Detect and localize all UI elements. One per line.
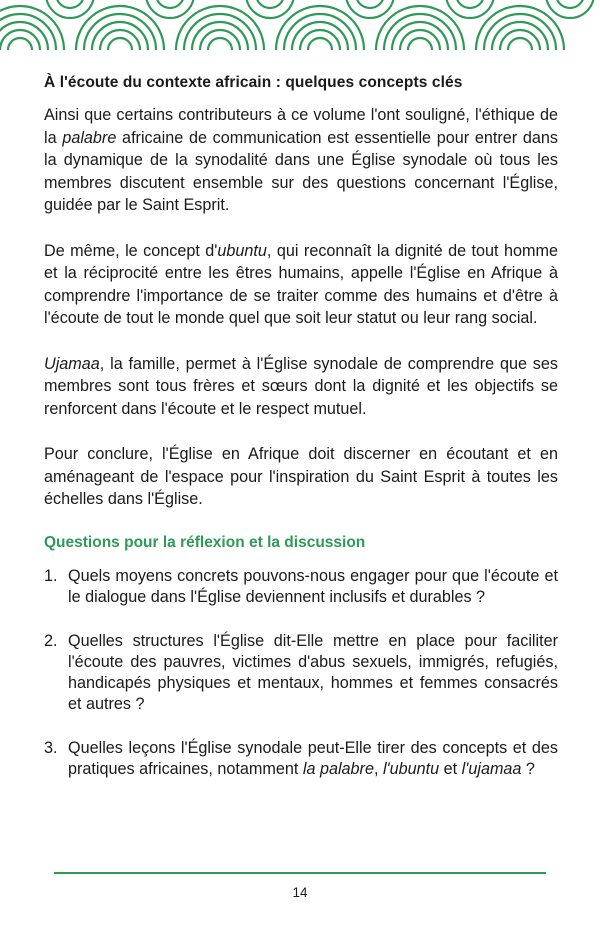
question-text-part: Quelles leçons l'Église synodale peut-Elle tirer des concepts et des pratiques africaines, notamment bbox=[68, 738, 558, 778]
question-number: 1. bbox=[44, 566, 58, 585]
page-content bbox=[44, 74, 558, 803]
paragraph-text: De même, le concept d' bbox=[44, 241, 218, 260]
paragraph-text: africaine de communication est essentielle pour entrer dans la dynamique de la synodalité dans une Église synodale où tous les membres discutent ensemble sur des questions concernant l'Église, guidée par le Saint Esprit. bbox=[44, 128, 558, 214]
question-italic-term: l'ubuntu bbox=[382, 759, 440, 778]
question-number: 3. bbox=[44, 738, 58, 757]
question-text bbox=[68, 738, 558, 780]
question-number: 2. bbox=[44, 631, 58, 650]
paragraph-italic-term: Ujamaa bbox=[44, 354, 100, 373]
concentric-arcs-pattern bbox=[0, 0, 600, 50]
questions-title: Questions pour la réflexion et la discussion bbox=[44, 533, 366, 551]
question-text: Quels moyens concrets pouvons-nous engager pour que l'écoute et le dialogue dans l'Église deviennent inclusifs et durables ? bbox=[68, 566, 558, 606]
paragraph-conclusion bbox=[44, 443, 558, 511]
page-number: 14 bbox=[292, 885, 308, 900]
questions-list bbox=[44, 566, 558, 780]
paragraph-palabre bbox=[44, 104, 558, 217]
section-title: À l'écoute du contexte africain : quelques concepts clés bbox=[44, 74, 463, 91]
paragraph-text: Pour conclure, l'Église en Afrique doit discerner en écoutant et en aménageant de l'espace pour l'inspiration du Saint Esprit à toutes les échelles dans l'Église. bbox=[44, 445, 558, 508]
question-italic-term: l'ujamaa bbox=[461, 759, 522, 778]
header-decoration bbox=[0, 0, 600, 50]
question-text-part: , bbox=[373, 759, 383, 778]
paragraph-italic-term: ubuntu bbox=[217, 241, 267, 260]
question-item bbox=[44, 738, 558, 780]
question-item bbox=[44, 631, 558, 715]
paragraph-ujamaa bbox=[44, 353, 558, 421]
paragraph-text: , qui reconnaît la dignité de tout homme et la réciprocité entre les êtres humains, appelle l'Église en Afrique à comprendre l'importance de se traiter comme des humains et d'être à l'écoute de tout le monde quel que soit leur statut ou leur rang social. bbox=[44, 241, 558, 327]
paragraph-text: Ainsi que certains contributeurs à ce volume l'ont souligné, l'éthique de la bbox=[44, 106, 558, 147]
paragraph-italic-term: palabre bbox=[62, 128, 117, 147]
question-item bbox=[44, 566, 558, 608]
question-italic-term: la palabre bbox=[302, 759, 374, 778]
paragraph-text: , la famille, permet à l'Église synodale de comprendre que ses membres sont tous frères et sœurs dont la dignité et les objectifs se renforcent dans l'écoute et le respect mutuel. bbox=[44, 354, 558, 418]
footer-divider bbox=[54, 872, 546, 874]
question-text-part: et bbox=[439, 759, 462, 778]
question-text-part: ? bbox=[521, 759, 535, 778]
question-text: Quelles structures l'Église dit-Elle mettre en place pour faciliter l'écoute des pauvres, victimes d'abus sexuels, immigrés, refugiés, handicapés physiques et mentaux, hommes et femmes consacrés et autres ? bbox=[68, 631, 558, 713]
paragraph-ubuntu bbox=[44, 240, 558, 330]
